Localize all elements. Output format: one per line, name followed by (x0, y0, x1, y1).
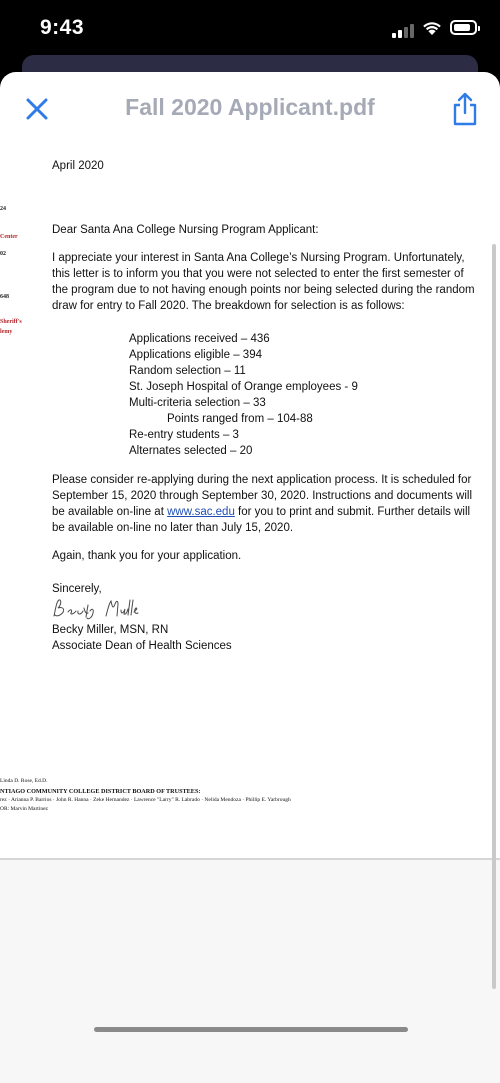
letterhead-fragment: Center (0, 234, 18, 240)
stat-line: Alternates selected – 20 (129, 445, 253, 457)
letterhead-fragment: 02 (0, 251, 6, 257)
sac-website-link[interactable]: www.sac.edu (167, 506, 235, 518)
letter-closing: Sincerely, (52, 583, 102, 595)
close-icon[interactable] (22, 94, 52, 124)
viewer-header (0, 72, 500, 144)
footer-board-title: NTIAGO COMMUNITY COLLEGE DISTRICT BOARD OF TRUSTEES: (0, 788, 201, 795)
status-time: 9:43 (40, 16, 85, 39)
letter-paragraph-2 (52, 472, 477, 536)
letter-paragraph-3: Again, thank you for your application. (52, 550, 242, 562)
home-indicator[interactable] (94, 1027, 408, 1032)
letterhead-fragment: Sheriff's (0, 319, 22, 325)
stat-line: Applications eligible – 394 (129, 349, 262, 361)
letterhead-fragment: lemy (0, 329, 13, 335)
stat-line: Random selection – 11 (129, 365, 246, 377)
signer-title: Associate Dean of Health Sciences (52, 640, 232, 652)
footer-president: Linda D. Rose, Ed.D. (0, 778, 48, 784)
letterhead-fragments (0, 144, 48, 444)
signature-image (48, 596, 158, 622)
stat-line: Points ranged from – 104-88 (167, 413, 313, 425)
signer-name: Becky Miller, MSN, RN (52, 624, 169, 636)
stat-line: Multi-criteria selection – 33 (129, 397, 266, 409)
letter-paragraph-1: I appreciate your interest in Santa Ana College’s Nursing Program. Unfortunately, this letter is to inform you that you were not selected to enter the first semester of the program due to not having enough points nor being selected during the random draw for entry to Fall 2020. The breakdown for selection is as follows: (52, 252, 475, 312)
cellular-signal-icon (392, 22, 416, 38)
viewer-background (0, 860, 500, 1083)
stat-line: St. Joseph Hospital of Orange employees - 9 (129, 381, 358, 393)
letterhead-fragment: 648 (0, 294, 9, 300)
selection-breakdown (129, 331, 358, 459)
wifi-icon (421, 19, 443, 36)
share-icon[interactable] (450, 91, 480, 127)
letter-date: April 2020 (52, 160, 104, 172)
pdf-page[interactable] (0, 144, 500, 859)
document-title: Fall 2020 Applicant.pdf (125, 94, 375, 120)
para2-text: Please consider re-applying during the next application process. It is scheduled for September 15, 2020 through September 30, 2020. Instructions and documents will be available on-line at (52, 474, 473, 518)
battery-icon (450, 20, 477, 35)
letterhead-fragment: 24 (0, 206, 6, 212)
letter-salutation: Dear Santa Ana College Nursing Program Applicant: (52, 224, 319, 236)
letter-footer (0, 774, 500, 834)
footer-chancellor: OR: Marvin Martinez (0, 806, 48, 812)
para2-text-end: for you to print and submit. Further details will be available on-line no later than July 15, 2020. (52, 506, 471, 534)
footer-trustees: rez · Arianna P. Barrios · John R. Hanna · Zeke Hernandez · Lawrence "Larry" R. Labrado · Nelida Mendoza · Phillip E. Yarbrough (0, 797, 291, 803)
stat-line: Re-entry students – 3 (129, 429, 239, 441)
status-bar (0, 0, 500, 60)
pdf-viewer-sheet (0, 72, 500, 1083)
scroll-indicator[interactable] (492, 244, 496, 989)
stat-line: Applications received – 436 (129, 333, 270, 345)
